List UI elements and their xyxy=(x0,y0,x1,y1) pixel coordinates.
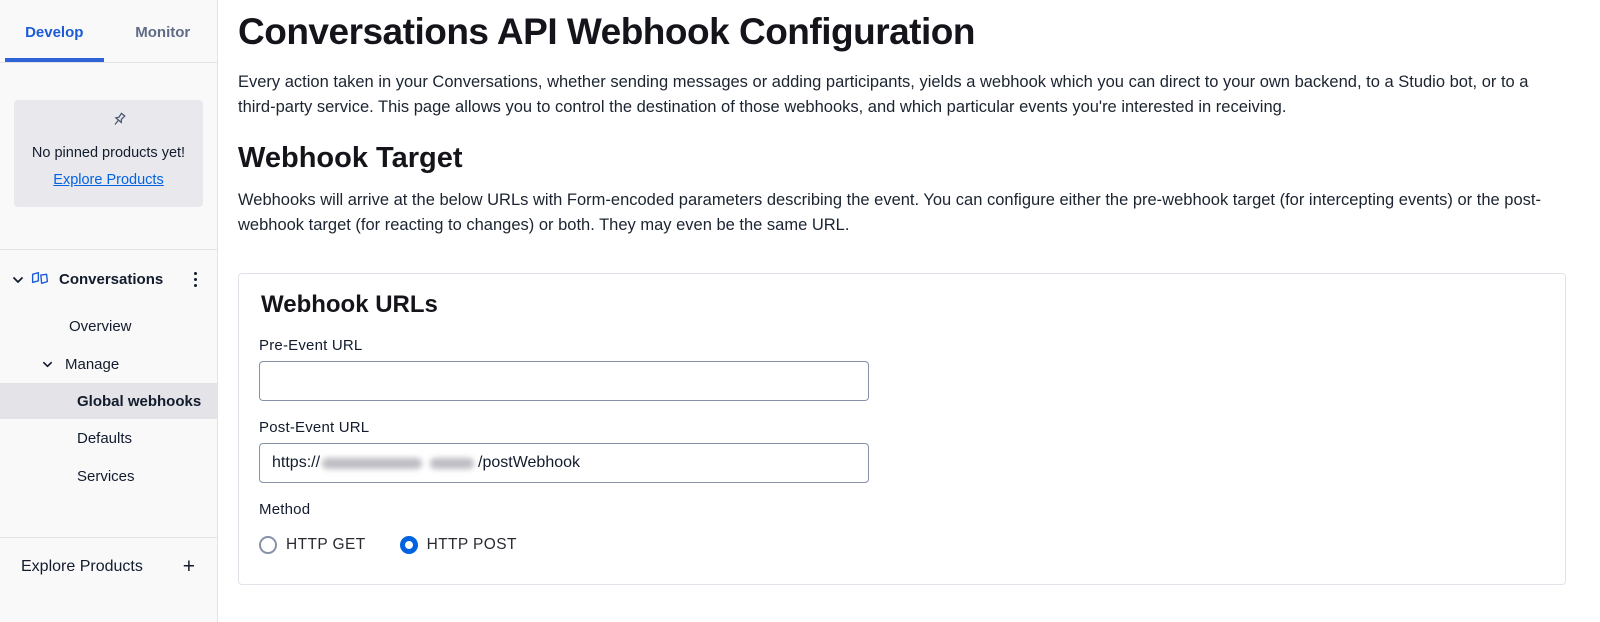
plus-icon[interactable]: + xyxy=(182,555,195,578)
webhook-urls-heading: Webhook URLs xyxy=(261,291,438,318)
sidebar-item-label: Manage xyxy=(65,355,120,373)
radio-icon[interactable] xyxy=(259,536,277,554)
method-label: Method xyxy=(259,501,311,518)
webhook-urls-card xyxy=(238,273,1566,585)
explore-products-link[interactable]: Explore Products xyxy=(53,172,164,188)
radio-label: HTTP GET xyxy=(286,536,366,553)
conversations-label: Conversations xyxy=(59,271,164,288)
sidebar-item-services[interactable]: Services xyxy=(77,467,135,485)
sidebar-bottom xyxy=(0,537,217,576)
intro-paragraph: Every action taken in your Conversations, whether sending messages or adding participants, yields a webhook which you can direct to your own backend, to a Studio bot, or to a third-party service. This page allows you to control the destination of those webhooks, and which particular events you're interested in receiving. xyxy=(238,73,1529,116)
conversations-icon xyxy=(30,271,50,289)
explore-products-row[interactable] xyxy=(0,538,217,576)
sidebar xyxy=(0,0,218,622)
url-prefix: https:// xyxy=(272,454,321,471)
pinned-products-card xyxy=(14,100,203,207)
radio-icon-checked[interactable] xyxy=(400,536,418,554)
redacted-url-segment xyxy=(322,458,422,469)
sidebar-item-overview[interactable]: Overview xyxy=(69,317,132,335)
sidebar-item-manage[interactable] xyxy=(0,345,217,383)
tab-monitor[interactable]: Monitor xyxy=(135,24,191,41)
page-title: Conversations API Webhook Configuration xyxy=(238,11,975,52)
url-suffix: /postWebhook xyxy=(478,454,581,471)
sidebar-item-global-webhooks[interactable]: Global webhooks xyxy=(0,383,217,419)
chevron-down-icon xyxy=(42,359,53,370)
tab-develop[interactable]: Develop xyxy=(5,24,104,62)
post-event-url-input[interactable] xyxy=(259,443,869,483)
pre-event-url-input[interactable] xyxy=(259,361,869,401)
method-radio-group xyxy=(259,536,1545,554)
sidebar-tabs xyxy=(0,0,217,63)
radio-http-post[interactable] xyxy=(400,536,517,554)
pin-icon xyxy=(100,116,117,138)
webhook-target-description: Webhooks will arrive at the below URLs with Form-encoded parameters describing the event. You can configure either the pre-webhook target (for intercepting events) or the post-webhook target (for reacting to changes) or both. They may even be the same URL. xyxy=(238,191,1541,234)
pinned-message: No pinned products yet! xyxy=(31,145,186,161)
main-content xyxy=(218,0,1600,622)
redacted-url-segment xyxy=(430,458,474,469)
pre-event-url-label: Pre-Event URL xyxy=(259,337,363,354)
webhook-target-heading: Webhook Target xyxy=(238,142,463,174)
explore-products-label: Explore Products xyxy=(21,558,143,575)
post-event-url-label: Post-Event URL xyxy=(259,419,370,436)
kebab-menu-icon[interactable] xyxy=(188,268,203,291)
radio-label: HTTP POST xyxy=(426,536,517,553)
conversations-header[interactable] xyxy=(0,250,217,291)
conversations-nav xyxy=(0,307,217,495)
chevron-down-icon[interactable] xyxy=(12,274,24,286)
radio-http-get[interactable] xyxy=(259,536,366,554)
sidebar-item-defaults[interactable]: Defaults xyxy=(77,429,133,447)
